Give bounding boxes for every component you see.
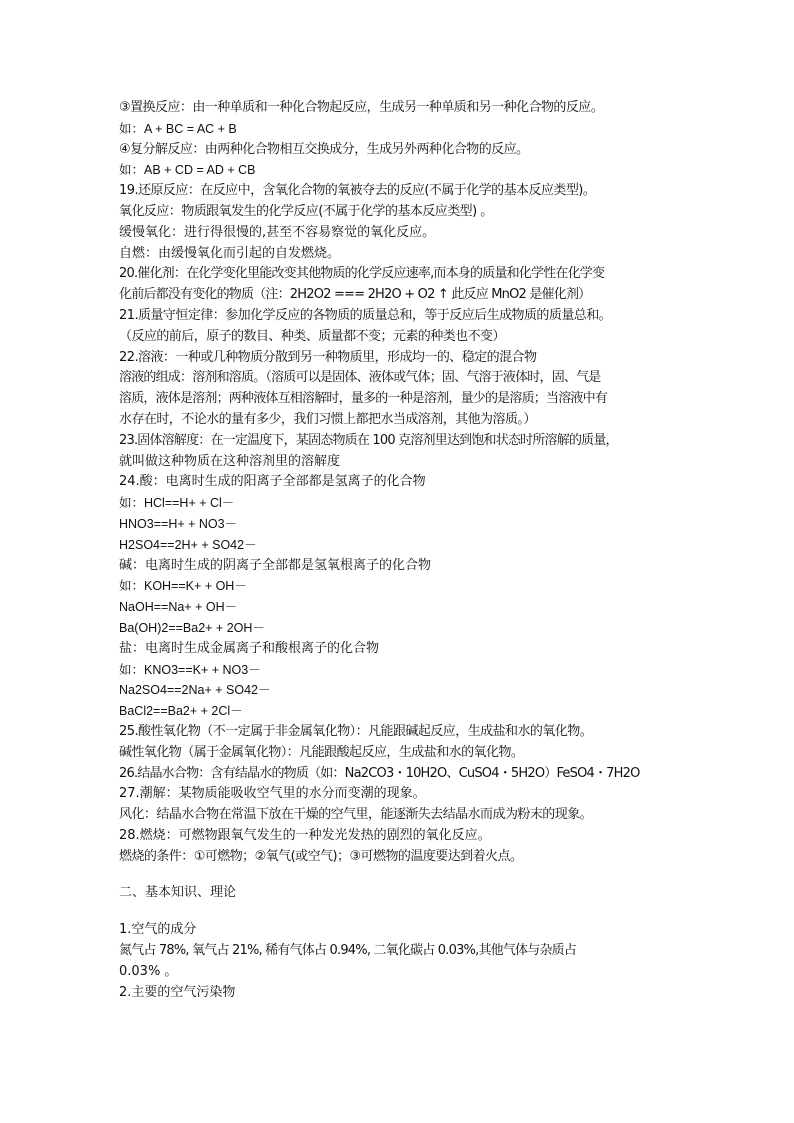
text-line: 燃烧的条件：①可燃物；②氧气(或空气)；③可燃物的温度要达到着火点。: [119, 848, 523, 864]
text-line: 缓慢氧化：进行得很慢的,甚至不容易察觉的氧化反应。: [119, 224, 436, 240]
text-line: 28.燃烧：可燃物跟氧气发生的一种发光发热的剧烈的氧化反应。: [119, 827, 491, 843]
text-line: 盐：电离时生成金属离子和酸根离子的化合物: [119, 640, 380, 656]
text-line: 23.固体溶解度：在一定温度下，某固态物质在 100 克溶剂里达到饱和状态时所溶解的质量，: [119, 432, 618, 448]
text-line: 如：KOH==K+ + OH－: [119, 579, 247, 594]
text-line: （反应的前后，原子的数目、种类、质量都不变；元素的种类也不变）: [119, 328, 505, 344]
text-line: 溶液的组成：溶剂和溶质。（溶质可以是固体、液体或气体；固、气溶于液体时，固、气是: [119, 370, 601, 386]
text-line: 水存在时，不论水的量有多少，我们习惯上都把水当成溶剂，其他为溶质。）: [119, 411, 536, 427]
text-line: NaOH==Na+ + OH－: [119, 600, 238, 615]
text-line: 化前后都没有变化的物质（注：2H2O2 === 2H2O + O2 ↑ 此反应 MnO2 是催化剂）: [119, 287, 591, 303]
text-line: 如：AB + CD = AD + CB: [119, 163, 256, 178]
text-line: 溶质，液体是溶剂；两种液体互相溶解时，量多的一种是溶剂，量少的是溶质；当溶液中有: [119, 391, 608, 407]
text-line: 就叫做这种物质在这种溶剂里的溶解度: [119, 453, 341, 469]
text-line: 氧化反应：物质跟氧发生的化学反应(不属于化学的基本反应类型) 。: [119, 203, 493, 219]
text-line: 风化：结晶水合物在常温下放在干燥的空气里，能逐渐失去结晶水而成为粉末的现象。: [119, 807, 593, 823]
text-line: 22.溶液：一种或几种物质分散到另一种物质里，形成均一的、稳定的混合物: [119, 349, 537, 365]
text-line: 26.结晶水合物：含有结晶水的物质（如：Na2CO3・10H2O、CuSO4・5H2O）FeSO4・7H2O: [119, 765, 640, 781]
item-title: 2.主要的空气污染物: [119, 984, 236, 1000]
spacer: [119, 867, 679, 883]
text-line: 自燃：由缓慢氧化而引起的自发燃烧。: [119, 245, 341, 261]
text-line: 碱性氧化物（属于金属氧化物）：凡能跟酸起反应，生成盐和水的氧化物。: [119, 744, 524, 760]
text-line: 27.潮解：某物质能吸收空气里的水分而变潮的现象。: [119, 786, 426, 802]
text-line: 19.还原反应：在反应中，含氧化合物的氧被夺去的反应(不属于化学的基本反应类型)。: [119, 183, 596, 199]
text-line: 21.质量守恒定律：参加化学反应的各物质的质量总和，等于反应后生成物质的质量总和。: [119, 307, 612, 323]
spacer: [119, 904, 679, 920]
document-body: [119, 98, 679, 1003]
text-line: Na2SO4==2Na+ + SO42－: [119, 683, 271, 698]
text-line: 如：A + BC = AC + B: [119, 121, 237, 136]
text-line: 氮气占 78%, 氧气占 21%, 稀有气体占 0.94%, 二氧化碳占 0.03%,其他气体与杂质占: [119, 943, 577, 959]
text-line: Ba(OH)2==Ba2+ + 2OH－: [119, 620, 265, 635]
text-line: HNO3==H+ + NO3－: [119, 516, 238, 531]
text-line: 25.酸性氧化物（不一定属于非金属氧化物）：凡能跟碱起反应，生成盐和水的氧化物。: [119, 723, 593, 739]
text-line: H2SO4==2H+ + SO42－: [119, 537, 257, 552]
text-line: ③置换反应：由一种单质和一种化合物起反应，生成另一种单质和另一种化合物的反应。: [119, 100, 604, 115]
section-heading: 二、基本知识、理论: [119, 885, 237, 901]
text-line: 如：KNO3==K+ + NO3－: [119, 662, 261, 677]
text-line: 0.03% 。: [119, 963, 178, 979]
text-line: 碱：电离时生成的阴离子全部都是氢氧根离子的化合物: [119, 557, 432, 573]
text-line: ④复分解反应：由两种化合物相互交换成分，生成另外两种化合物的反应。: [119, 141, 529, 157]
text-line: 如：HCl==H+ + Cl－: [119, 496, 235, 511]
item-title: 1.空气的成分: [119, 922, 197, 938]
text-line: BaCl2==Ba2+ + 2Cl－: [119, 704, 243, 719]
text-line: 20.催化剂：在化学变化里能改变其他物质的化学反应速率,而本身的质量和化学性在化学变: [119, 266, 605, 282]
text-line: 24.酸：电离时生成的阳离子全部都是氢离子的化合物: [119, 474, 426, 490]
